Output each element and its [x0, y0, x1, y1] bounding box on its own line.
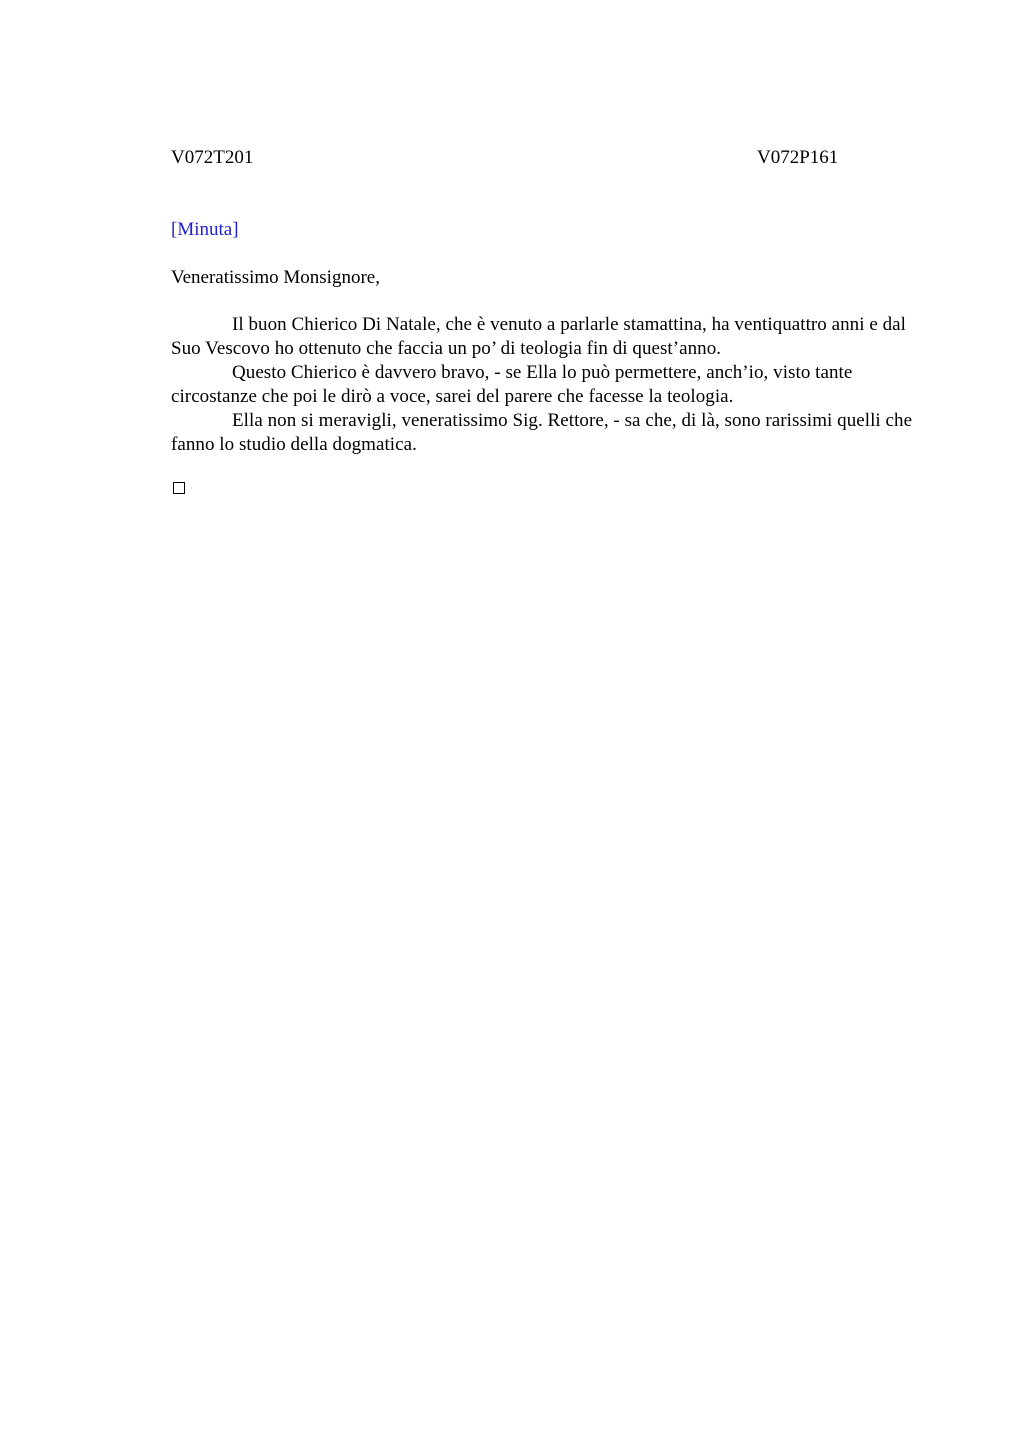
letter-body [171, 313, 931, 457]
letter-paragraph-2: Questo Chierico è davvero bravo, - se Ella lo può permettere, anch’io, visto tante circostanze che poi le dirò a voce, sarei del parere che facesse la teologia. [171, 362, 853, 407]
letter-paragraph-3: Ella non si meravigli, veneratissimo Sig. Rettore, - sa che, di là, sono rarissimi quelli che fanno lo studio della dogmatica. [171, 410, 913, 455]
letter-paragraph-1: Il buon Chierico Di Natale, che è venuto a parlarle stamattina, ha ventiquattro anni e dal Suo Vescovo ho ottenuto che faccia un po’ di teologia fin di quest’anno. [171, 314, 906, 359]
letter-salutation: Veneratissimo Monsignore, [171, 267, 380, 288]
empty-square-icon [173, 482, 185, 494]
document-label-minuta: [Minuta] [171, 219, 239, 240]
document-code-left: V072T201 [171, 147, 254, 168]
document-code-right: V072P161 [757, 147, 839, 168]
